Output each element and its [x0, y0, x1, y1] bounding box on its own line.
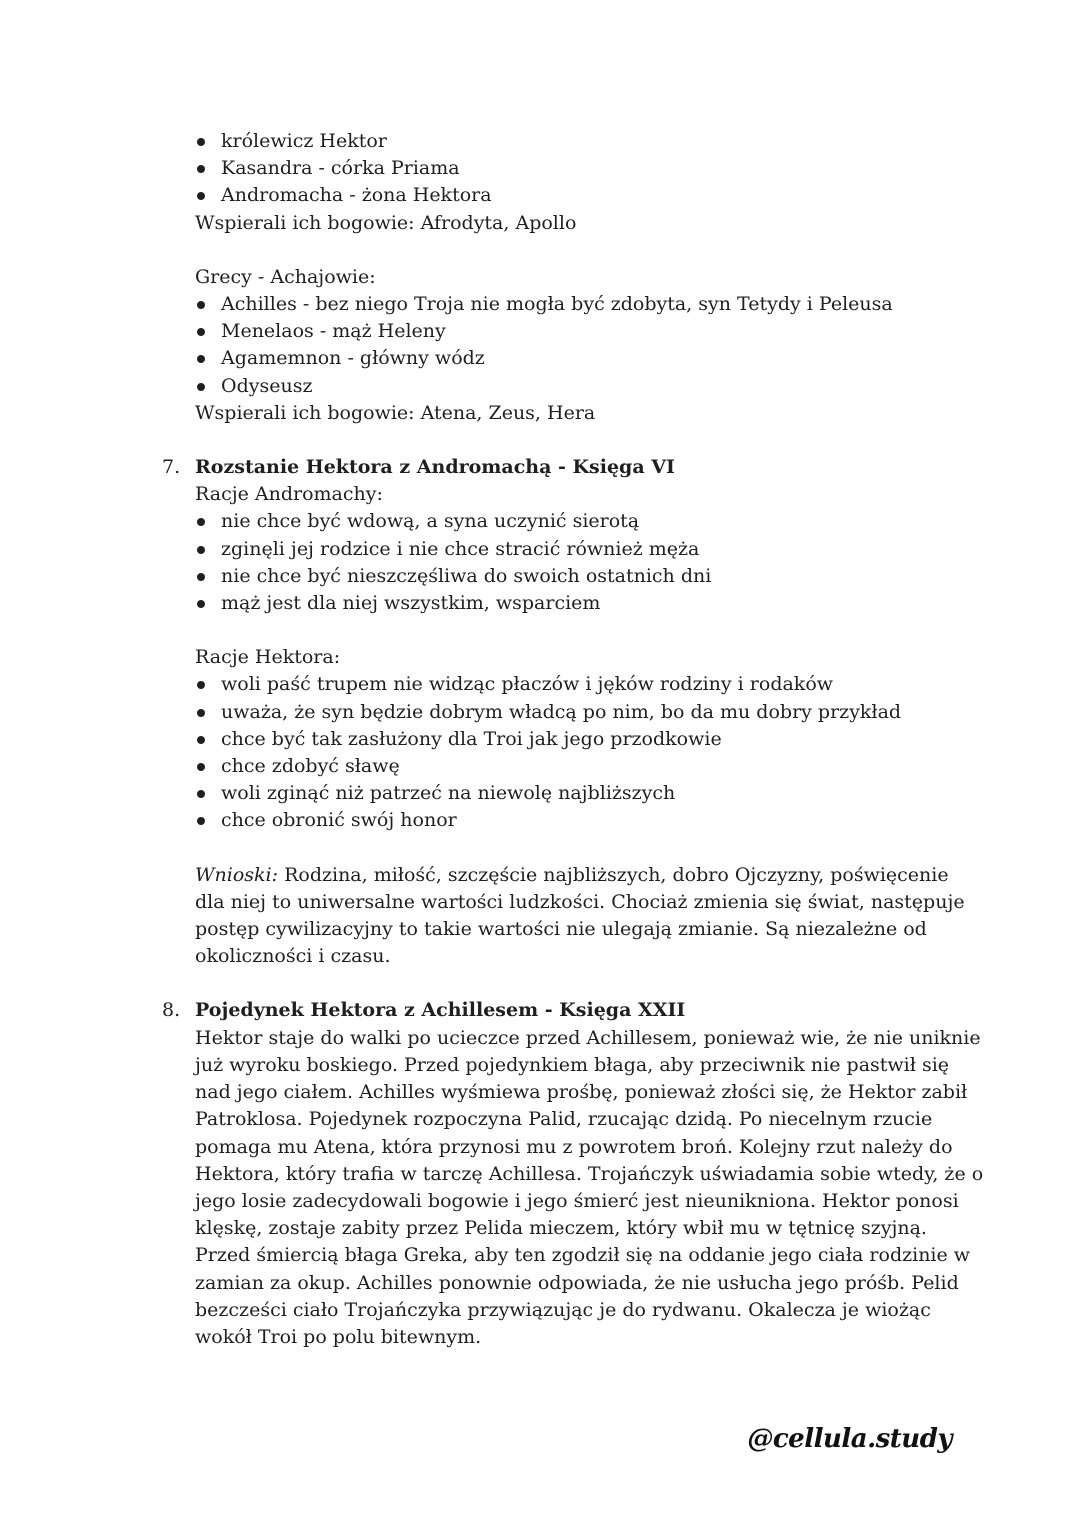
greeks-gods: Wspierali ich bogowie: Atena, Zeus, Hera: [195, 401, 596, 424]
list-item: Odyseusz: [195, 373, 955, 400]
list-item: nie chce być nieszczęśliwa do swoich ostatnich dni: [195, 563, 955, 590]
paragraph-line: Hektor staje do walki po ucieczce przed Achillesem, ponieważ wie, że nie uniknie: [195, 1026, 981, 1049]
conclusion-paragraph: [195, 862, 965, 971]
paragraph-line: nad jego ciałem. Achilles wyśmiewa prośbę, ponieważ złości się, że Hektor zabił: [195, 1081, 968, 1104]
paragraph-line: Patroklosa. Pojedynek rozpoczyna Palid, rzucając dzidą. Po niecelnym rzucie: [195, 1108, 933, 1131]
list-item: chce być tak zasłużony dla Troi jak jego przodkowie: [195, 726, 955, 753]
list-item: nie chce być wdową, a syna uczynić sierotą: [195, 508, 955, 535]
trojans-list: [195, 128, 955, 210]
paragraph-line: bezcześci ciało Trojańczyka przywiązując je do rydwanu. Okalecza je wiożąc: [195, 1298, 931, 1321]
section-7-number: 7.: [162, 456, 181, 479]
list-item: Kasandra - córka Priama: [195, 155, 955, 182]
document-content: [162, 128, 984, 1351]
paragraph-line: Przed śmiercią błaga Greka, aby ten zgodził się na oddanie jego ciała rodzinie w: [195, 1244, 971, 1267]
list-item: chce obronić swój honor: [195, 807, 955, 834]
conclusion-label: Wnioski:: [195, 863, 279, 886]
paragraph-line: Hektora, który trafia w tarczę Achillesa. Trojańczyk uświadamia sobie wtedy, że o: [195, 1162, 984, 1185]
paragraph-line: zamian za okup. Achilles ponownie odpowiada, że nie usłucha jego próśb. Pelid: [195, 1271, 959, 1294]
conclusion-line: Rodzina, miłość, szczęście najbliższych, dobro Ojczyzny, poświęcenie: [278, 863, 949, 886]
section-7-title: Rozstanie Hektora z Andromachą - Księga VI: [195, 456, 675, 479]
list-item: królewicz Hektor: [195, 128, 955, 155]
list-item: zginęli jej rodzice i nie chce stracić również męża: [195, 536, 955, 563]
list-item: woli zginąć niż patrzeć na niewolę najbliższych: [195, 780, 955, 807]
conclusion-line: dla niej to uniwersalne wartości ludzkości. Chociaż zmienia się świat, następuje: [195, 890, 965, 913]
paragraph-line: klęskę, zostaje zabity przez Pelida mieczem, który wbił mu w tętnicę szyjną.: [195, 1217, 927, 1240]
section-8-paragraph: [195, 1025, 984, 1351]
greeks-list: [195, 291, 955, 400]
section-8-number: 8.: [162, 999, 181, 1022]
hektor-heading: Racje Hektora:: [195, 646, 341, 669]
paragraph-line: już wyroku boskiego. Przed pojedynkiem błaga, aby przeciwnik nie pastwił się: [195, 1053, 950, 1076]
section-8-title: Pojedynek Hektora z Achillesem - Księga XXII: [195, 999, 686, 1022]
list-item: uważa, że syn będzie dobrym władcą po nim, bo da mu dobry przykład: [195, 699, 955, 726]
list-item: Menelaos - mąż Heleny: [195, 318, 955, 345]
section-8-heading: [162, 997, 955, 1024]
conclusion-line: postęp cywilizacyjny to takie wartości nie ulegają zmianie. Są niezależne od: [195, 918, 927, 941]
trojans-gods: Wspierali ich bogowie: Afrodyta, Apollo: [195, 211, 577, 234]
conclusion-line: okoliczności i czasu.: [195, 945, 391, 968]
author-signature: @cellula.study: [747, 1424, 952, 1454]
hektor-list: [195, 671, 955, 834]
list-item: chce zdobyć sławę: [195, 753, 955, 780]
andromacha-heading: Racje Andromachy:: [195, 483, 383, 506]
list-item: Agamemnon - główny wódz: [195, 345, 955, 372]
andromacha-list: [195, 508, 955, 617]
list-item: Andromacha - żona Hektora: [195, 182, 955, 209]
list-item: mąż jest dla niej wszystkim, wsparciem: [195, 590, 955, 617]
section-7-heading: [162, 454, 955, 481]
greeks-heading: Grecy - Achajowie:: [195, 265, 376, 288]
paragraph-line: wokół Troi po polu bitewnym.: [195, 1325, 482, 1348]
list-item: woli paść trupem nie widząc płaczów i jęków rodziny i rodaków: [195, 671, 955, 698]
paragraph-line: jego losie zadecydowali bogowie i jego śmierć jest nieunikniona. Hektor ponosi: [195, 1189, 959, 1212]
paragraph-line: pomaga mu Atena, która przynosi mu z powrotem broń. Kolejny rzut należy do: [195, 1135, 953, 1158]
list-item: Achilles - bez niego Troja nie mogła być zdobyta, syn Tetydy i Peleusa: [195, 291, 955, 318]
